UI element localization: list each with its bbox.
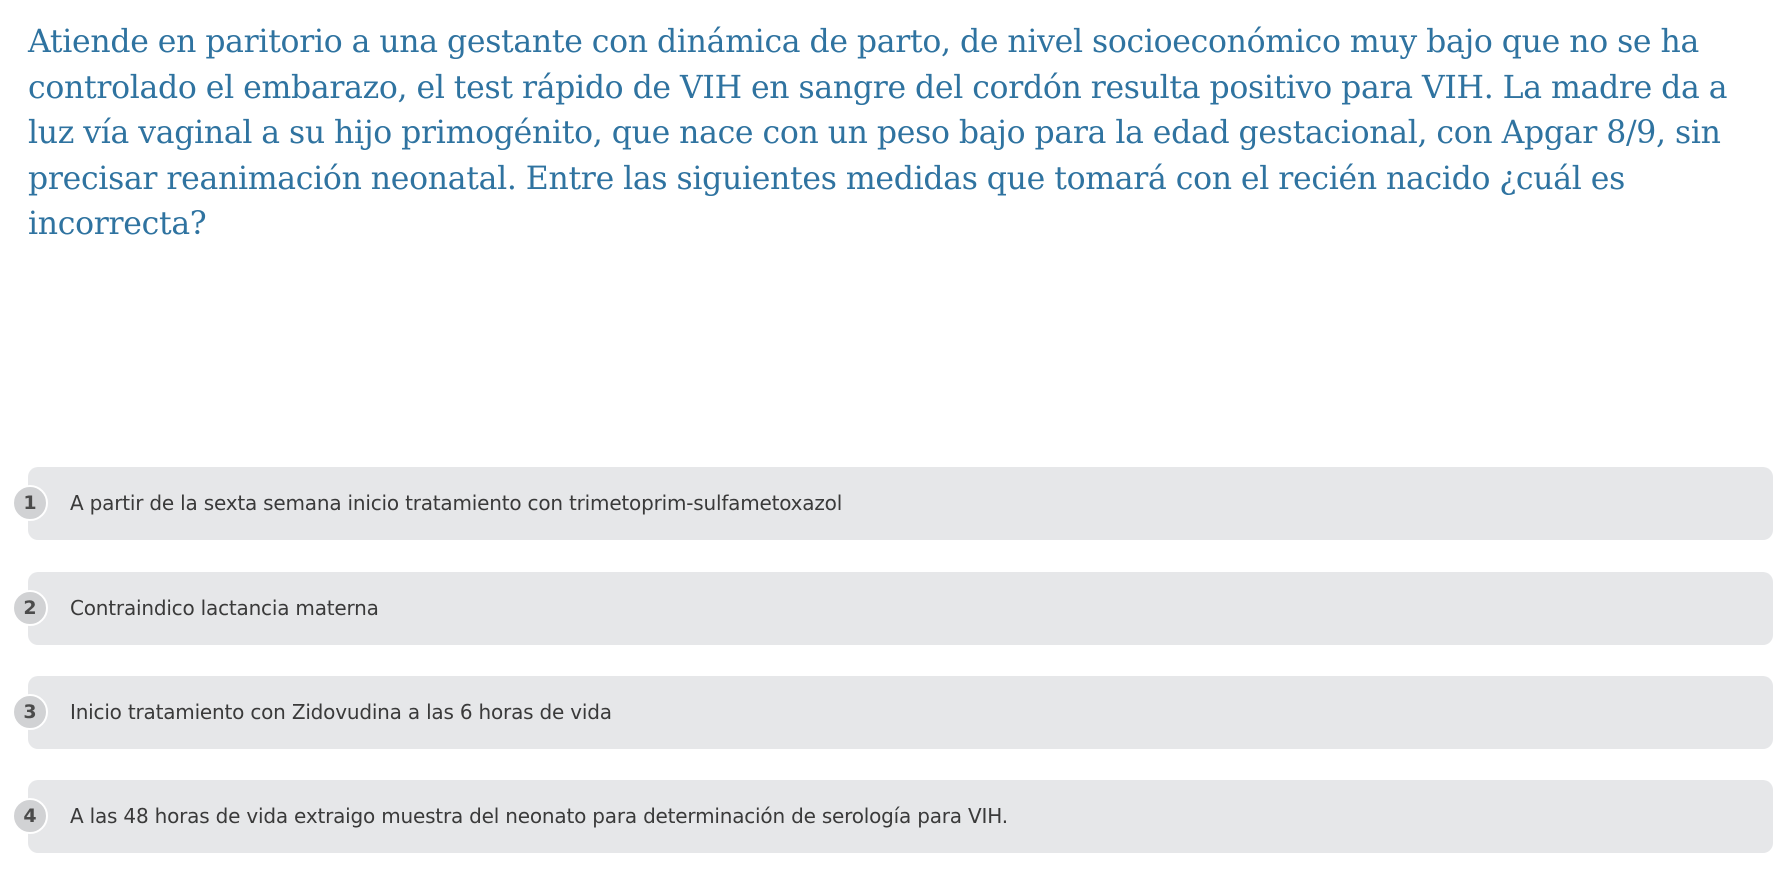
option-number-badge: 1 bbox=[12, 485, 48, 521]
option-number-badge: 2 bbox=[12, 590, 48, 626]
question-text: Atiende en paritorio a una gestante con dinámica de parto, de nivel socioeconómico muy bajo que no se ha controlado el embarazo, el test rápido de VIH en sangre del cordón resulta positivo para VIH. La madre da a luz vía vaginal a su hijo primogénito, que nace con un peso bajo para la edad gestacional, con Apgar 8/9, sin precisar reanimación neonatal. Entre las siguientes medidas que tomará con el recién nacido ¿cuál es incorrecta? bbox=[28, 24, 1728, 242]
answer-option-3[interactable] bbox=[23, 676, 1773, 749]
answer-option-2[interactable] bbox=[23, 572, 1773, 645]
option-label: A las 48 horas de vida extraigo muestra del neonato para determinación de serología para VIH. bbox=[70, 804, 1008, 828]
answer-option-1[interactable] bbox=[23, 467, 1773, 540]
answer-option-4[interactable] bbox=[23, 780, 1773, 853]
option-label: Contraindico lactancia materna bbox=[70, 596, 379, 620]
option-label: Inicio tratamiento con Zidovudina a las 6 horas de vida bbox=[70, 700, 612, 724]
option-number-badge: 4 bbox=[12, 798, 48, 834]
option-number-badge: 3 bbox=[12, 694, 48, 730]
option-label: A partir de la sexta semana inicio tratamiento con trimetoprim-sulfametoxazol bbox=[70, 491, 843, 515]
